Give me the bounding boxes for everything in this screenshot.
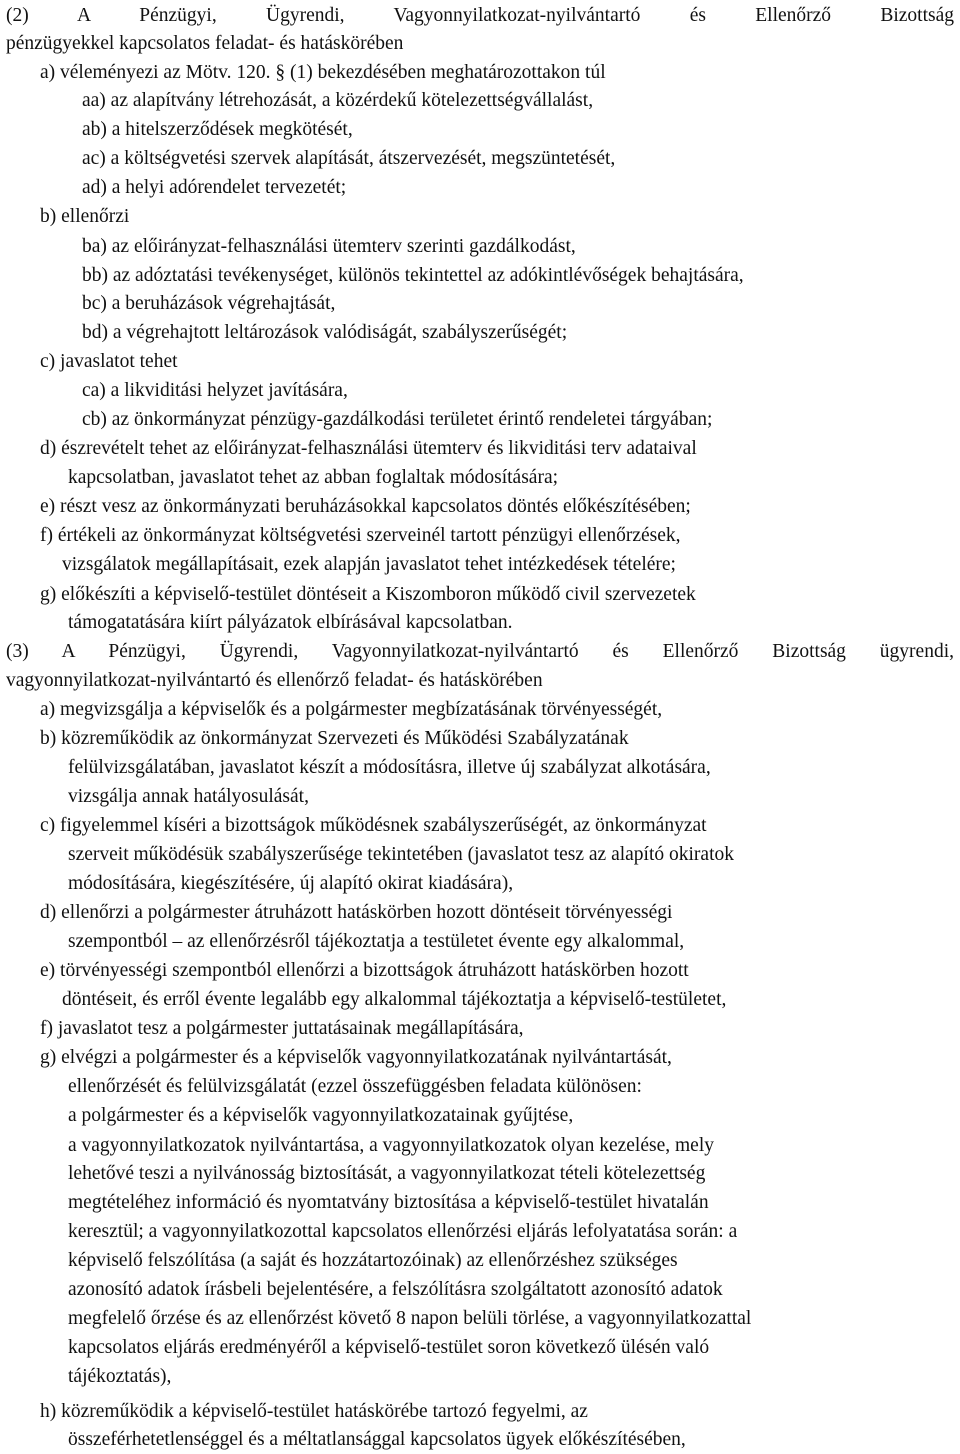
text-line: bc) a beruházások végrehajtását, [82,293,336,314]
text-line: g) elvégzi a polgármester és a képviselők vagyonnyilatkozatának nyilvántartását, [40,1047,672,1068]
text-line: szerveit működésük szabályszerűsége tekintetében (javaslatot tesz az alapító okiratok [68,844,734,865]
text-line: ca) a likviditási helyzet javítására, [82,380,348,401]
text-line: e) törvényességi szempontból ellenőrzi a bizottságok átruházott hatáskörben hozott [40,960,689,981]
text-line: (3) A Pénzügyi, Ügyrendi, Vagyonnyilatkozat-nyilvántartó és Ellenőrző Bizottság ügyrendi, [6,641,954,662]
text-line: keresztül; a vagyonnyilatkozottal kapcsolatos ellenőrzési eljárás lefolyatatása során: a [68,1221,738,1242]
text-line: felülvizsgálatában, javaslatot készít a módosításra, illetve új szabályzat alkotására, [68,757,711,778]
text-line: megfelelő őrzése és az ellenőrzést követő 8 napon belüli törlése, a vagyonnyilatkozattal [68,1308,752,1329]
text-line: pénzügyekkel kapcsolatos feladat- és hatáskörében [6,33,404,54]
text-line: c) figyelemmel kíséri a bizottságok működésnek szabályszerűségét, az önkormányzat [40,815,707,836]
text-line: vizsgálatok megállapításait, ezek alapján javaslatot tehet intézkedések tételére; [62,554,676,575]
text-line: a) véleményezi az Mötv. 120. § (1) bekezdésében meghatározottakon túl [40,62,606,83]
text-line: g) előkészíti a képviselő-testület döntéseit a Kiszomboron működő civil szervezetek [40,584,696,605]
text-line: ellenőrzését és felülvizsgálatát (ezzel összefüggésben feladata különösen: [68,1076,642,1097]
text-line: lehetővé teszi a nyilvánosság biztosítását, a vagyonnyilatkozat tételi kötelezettség [68,1163,706,1184]
text-line: azonosító adatok írásbeli bejelentésére, a felszólításra szolgáltatott azonosító adatok [68,1279,723,1300]
text-line: bb) az adóztatási tevékenységet, különös tekintettel az adókintlévőségek behajtására, [82,265,744,286]
text-line: vizsgálja annak hatályosulását, [68,786,309,807]
text-line: ba) az előirányzat-felhasználási ütemterv szerinti gazdálkodást, [82,236,576,257]
text-line: b) közreműködik az önkormányzat Szervezeti és Működési Szabályzatának [40,728,629,749]
text-line: szempontból – az ellenőrzésről tájékoztatja a testületet évente egy alkalommal, [68,931,685,952]
text-line: a vagyonnyilatkozatok nyilvántartása, a vagyonnyilatkozatok olyan kezelése, mely [68,1135,714,1156]
text-line: (2) A Pénzügyi, Ügyrendi, Vagyonnyilatkozat-nyilvántartó és Ellenőrző Bizottság [6,5,954,26]
text-line: kapcsolatos eljárás eredményéről a képviselő-testület soron következő ülésén való [68,1337,710,1358]
text-line: h) közreműködik a képviselő-testület hatáskörébe tartozó fegyelmi, az [40,1401,588,1422]
text-line: összeférhetetlenséggel és a méltatlansággal kapcsolatos ügyek előkészítésében, [68,1429,686,1450]
text-line: cb) az önkormányzat pénzügy-gazdálkodási területet érintő rendeletei tárgyában; [82,409,713,430]
text-line: ad) a helyi adórendelet tervezetét; [82,177,347,198]
text-line: képviselő felszólítása (a saját és hozzátartozóinak) az ellenőrzéshez szükséges [68,1250,678,1271]
text-line: ac) a költségvetési szervek alapítását, átszervezését, megszüntetését, [82,148,616,169]
text-line: b) ellenőrzi [40,206,130,227]
text-line: ab) a hitelszerződések megkötését, [82,119,353,140]
text-line: f) értékeli az önkormányzat költségvetési szerveinél tartott pénzügyi ellenőrzések, [40,525,681,546]
text-line: c) javaslatot tehet [40,351,178,372]
text-line: a polgármester és a képviselők vagyonnyilatkozatainak gyűjtése, [68,1105,574,1126]
text-line: megtételéhez információ és nyomtatvány biztosítása a képviselő-testület hivatalán [68,1192,709,1213]
text-line: tájékoztatás), [68,1366,172,1387]
text-line: kapcsolatban, javaslatot tehet az abban foglaltak módosítására; [68,467,559,488]
text-line: vagyonnyilatkozat-nyilvántartó és ellenőrző feladat- és hatáskörében [6,670,543,691]
text-line: döntéseit, és erről évente legalább egy alkalommal tájékoztatja a képviselő-testületet, [62,989,727,1010]
text-line: aa) az alapítvány létrehozását, a közérdekű kötelezettségvállalást, [82,90,594,111]
text-line: f) javaslatot tesz a polgármester juttatásainak megállapítására, [40,1018,524,1039]
text-line: bd) a végrehajtott leltározások valódiságát, szabályszerűségét; [82,322,568,343]
text-line: d) ellenőrzi a polgármester átruházott hatáskörben hozott döntéseit törvényességi [40,902,673,923]
text-line: támogatatására kiírt pályázatok elbírásával kapcsolatban. [68,612,513,633]
text-line: a) megvizsgálja a képviselők és a polgármester megbízatásának törvényességét, [40,699,663,720]
text-line: módosítására, kiegészítésére, új alapító okirat kiadására), [68,873,514,894]
text-line: e) részt vesz az önkormányzati beruházásokkal kapcsolatos döntés előkészítésében; [40,496,691,517]
text-line: d) észrevételt tehet az előirányzat-felhasználási ütemterv és likviditási terv adataival [40,438,697,459]
